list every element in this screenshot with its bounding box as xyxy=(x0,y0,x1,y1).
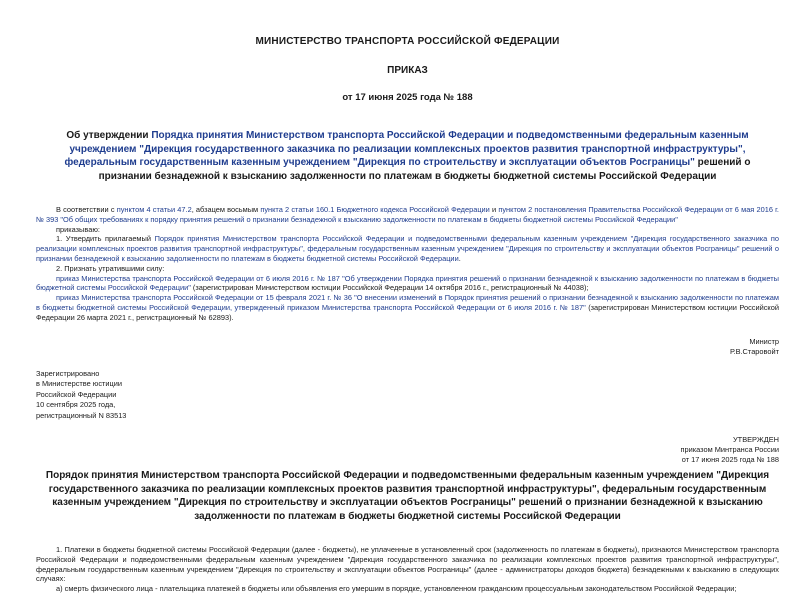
registration-line-5: регистрационный N 83513 xyxy=(36,410,127,420)
document-type: ПРИКАЗ xyxy=(387,65,428,76)
order-paragraph-2: а) смерть физического лица - плательщика платежей в бюджеты или объявления его умершим в порядке, установленном гражданским процессуальным законодательством Российской Федерации; xyxy=(56,584,737,594)
preamble-text-2: , абзацем восьмым xyxy=(191,205,261,214)
registration-line-2: в Министерстве юстиции xyxy=(36,379,123,389)
signature-position: Министр xyxy=(749,336,779,346)
item-1-end: . xyxy=(458,253,461,263)
preamble xyxy=(36,205,779,225)
document-date-number: от 17 июня 2025 года № 188 xyxy=(342,92,473,103)
registration-block xyxy=(36,369,779,422)
item-2a-text: (зарегистрирован Министерством юстиции Российской Федерации 14 октября 2016 г., регистрационный № 44038); xyxy=(190,283,589,293)
approval-line-2: приказом Минтранса России xyxy=(680,445,779,455)
preamble-text-1: В соответствии с xyxy=(56,205,117,214)
title-suffix: решений о признании безнадежной к взысканию задолженности по платежам в бюджеты бюджетной системы Российской Федерации xyxy=(98,157,751,182)
document-title xyxy=(36,129,779,183)
item-2a-link[interactable]: приказ Министерства транспорта Российской Федерации от 6 июля 2016 г. № 187 "Об утверждении Порядка принятия решений о признании безнадежной к взысканию задолженности по платежам в бюджеты бюджетной системы Российской Федерации" xyxy=(36,273,779,293)
registration-line-1: Зарегистрировано xyxy=(36,368,100,378)
item-2a xyxy=(36,274,779,294)
registration-line-4: 10 сентября 2025 года, xyxy=(36,400,116,410)
preamble-link-1[interactable]: пунктом 4 статьи 47.2 xyxy=(116,205,192,214)
item-2b-text: (зарегистрирован Министерством юстиции Российской Федерации 26 марта 2021 г., регистрационный № 62893). xyxy=(36,302,779,322)
signature-block xyxy=(36,337,779,357)
preamble-link-3[interactable]: пунктом 2 постановления Правительства Российской Федерации от 6 мая 2016 г. № 393 "Об общих требованиях к порядку принятия решений о признании безнадежной к взысканию задолженности по платежам в бюджеты бюджетной системы Российской Федерации" xyxy=(36,205,779,224)
registration-line-3: Российской Федерации xyxy=(36,389,117,399)
order-title: Порядок принятия Министерством транспорта Российской Федерации и подведомственными федеральным казенным учреждением "Дирекция государственного заказчика по реализации комплексных проектов развития транспортной инфраструктуры", федеральным государственным казенным учреждением "Дирекция по строительству и эксплуатации объектов Росграницы" решений о признании безнадежной к взысканию задолженности по платежам в бюджеты бюджетной системы Российской Федерации xyxy=(45,470,770,522)
preamble-link-2[interactable]: пункта 2 статьи 160.1 Бюджетного кодекса Российской Федерации xyxy=(260,205,490,214)
title-prefix: Об утверждении xyxy=(66,130,152,141)
item-1-text: 1. Утвердить прилагаемый xyxy=(56,234,155,244)
item-2b-link[interactable]: приказ Министерства транспорта Российской Федерации от 15 февраля 2021 г. № 36 "О внесении изменений в Порядок принятия решений о признании безнадежной к взысканию задолженности по платежам в бюджеты бюджетной системы Российской Федерации, утвержденный приказом Министерства транспорта Российской Федерации от 6 июля 2016 г. № 187" xyxy=(36,293,779,312)
approval-block xyxy=(36,435,779,465)
item-2b xyxy=(36,293,779,322)
item-1-link[interactable]: Порядок принятия Министерством транспорта Российской Федерации и подведомственными федеральным казенным учреждением "Дирекция государственного заказчика по реализации комплексных проектов развития транспортной инфраструктуры", федеральным государственным казенным учреждением "Дирекция по строительству и эксплуатации объектов Росграницы" решений о признании безнадежной к взысканию задолженности по платежам в бюджеты бюджетной системы Российской Федерации xyxy=(36,234,779,263)
order-word: приказываю: xyxy=(56,224,100,234)
ministry-name: МИНИСТЕРСТВО ТРАНСПОРТА РОССИЙСКОЙ ФЕДЕРАЦИИ xyxy=(255,36,560,47)
signature-name: Р.В.Старовойт xyxy=(729,346,779,356)
approval-line-3: от 17 июня 2025 года № 188 xyxy=(681,455,779,465)
title-link[interactable]: Порядка принятия Министерством транспорта Российской Федерации и подведомственными федеральным казенным учреждением "Дирекция государственного заказчика по реализации комплексных проектов развития транспортной инфраструктуры", федеральным государственным казенным учреждением "Дирекция по строительству и эксплуатации объектов Росграницы" xyxy=(64,130,749,168)
item-2: 2. Признать утратившими силу: xyxy=(56,263,165,273)
preamble-text-3: и xyxy=(489,205,499,214)
approval-line-1: УТВЕРЖДЕН xyxy=(732,435,779,445)
order-paragraph-1: 1. Платежи в бюджеты бюджетной системы Российской Федерации (далее - бюджеты), не уплаченные в установленный срок (задолженность по платежам в бюджеты), признаются Министерством транспорта Российской Федерации и подведомственными федеральным казенным учреждением "Дирекция государственного заказчика по реализации комплексных проектов развития транспортной инфраструктуры", федеральным государственным казенным учреждением "Дирекция по строительству и эксплуатации объектов Росграницы" (далее - администраторы доходов бюджета) безнадежными к взысканию в следующих случаях: xyxy=(36,545,779,584)
item-1 xyxy=(36,234,779,263)
